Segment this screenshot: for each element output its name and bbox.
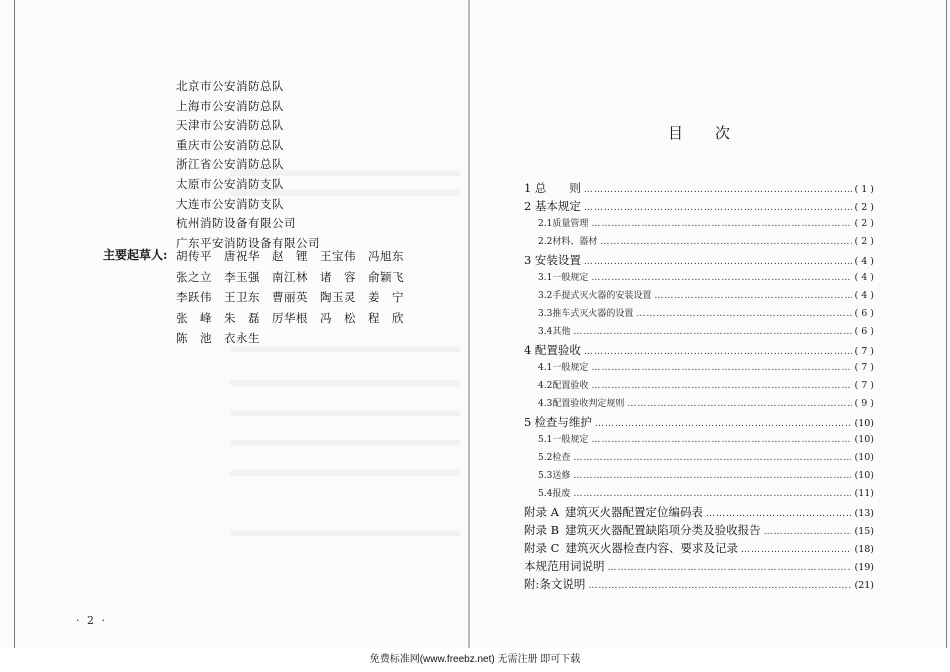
toc-entry [524,215,874,233]
bleed-through [230,530,460,536]
toc-leader-dots [591,377,851,395]
toc-entry-title: 材料、器材 [552,237,598,247]
toc-entry-title: 其他 [552,327,571,337]
toc-entry [524,269,874,287]
toc-entry-number: 5.1 [538,435,553,445]
toc-entry [524,521,874,539]
toc-entry-title: 建筑灭火器检查内容、要求及记录 [565,541,738,555]
toc-entry-number: 附录 A [524,505,559,519]
toc-entry-page: ( 9 ) [854,398,874,409]
book-gutter [468,0,470,648]
unit-name: 大连市公安消防支队 [176,196,284,211]
toc-entry [524,359,874,377]
toc-entry-page: (19) [854,562,874,573]
drafter-name: 厉华根 [272,310,308,325]
toc-entry-number: 2.2 [538,237,553,247]
toc-leader-dots [591,359,851,377]
drafter-name: 王宝伟 [320,249,356,263]
toc-leader-dots [741,541,852,559]
toc-entry-page: ( 4 ) [854,290,874,301]
toc-entry [524,575,874,593]
toc-leader-dots [584,181,852,199]
toc-leader-dots [600,233,851,251]
toc-entry-title: 报废 [552,489,571,499]
toc-entry-number: 4 [524,343,532,357]
toc-entry-title: 送修 [552,471,571,481]
toc-entry-page: ( 4 ) [854,256,874,267]
toc-entry [524,197,874,215]
toc-entry-page: ( 6 ) [854,308,874,319]
toc-entry-number: 5.2 [538,453,553,463]
toc-entry-title: 配置验收 [534,343,581,357]
toc-entry-title: 基本规定 [534,199,581,213]
drafter-name: 张 峰 [176,310,212,325]
table-of-contents [524,179,874,593]
drafter-name: 王卫东 [224,290,260,304]
toc-entry [524,557,874,575]
toc-leader-dots [608,559,852,577]
toc-entry-number: 3.1 [538,273,553,283]
toc-entry-number: 3.2 [538,291,553,301]
toc-entry [524,179,874,197]
toc-entry [524,323,874,341]
drafters-row [176,246,416,267]
drafter-name: 姜 宁 [368,290,404,304]
toc-entry-number: 3.4 [538,327,553,337]
drafter-name: 朱 磊 [224,310,260,325]
toc-entry [524,449,874,467]
toc-entry-number: 5.3 [538,471,553,481]
toc-entry-page: (18) [854,544,874,555]
drafter-name: 衣永生 [224,331,260,345]
bleed-through [230,440,460,446]
toc-entry-title: 手提式灭火器的安装设置 [552,291,652,301]
toc-entry [524,395,874,413]
drafter-name: 胡传平 [176,249,212,263]
drafter-name: 李跃伟 [176,290,212,304]
drafter-name: 曹丽英 [272,290,308,304]
unit-name: 重庆市公安消防总队 [176,137,284,152]
toc-entry-number: 4.1 [538,363,553,373]
bleed-through [230,380,460,386]
toc-entry-page: (10) [854,452,874,463]
drafters-row [176,287,416,308]
toc-entry-title: 安装设置 [534,253,581,267]
toc-entry-title: 建筑灭火器配置定位编码表 [564,505,703,519]
toc-entry-page: (15) [854,526,874,537]
toc-entry [524,539,874,557]
toc-entry-page: (10) [854,434,874,445]
toc-entry [524,287,874,305]
toc-entry-page: (10) [854,470,874,481]
toc-leader-dots [573,449,851,467]
participating-units [176,77,320,253]
toc-entry-page: ( 1 ) [854,184,874,195]
toc-entry-page: ( 2 ) [854,218,874,229]
drafter-name: 程 欣 [368,310,404,325]
unit-name: 北京市公安消防总队 [176,79,284,93]
toc-leader-dots [573,323,851,341]
drafter-name: 冯旭东 [368,249,404,263]
drafter-name: 赵 锂 [272,249,308,263]
toc-leader-dots [573,485,851,503]
toc-entry-title: 附:条文说明 [524,577,586,591]
toc-entry [524,341,874,359]
toc-leader-dots [627,395,851,413]
toc-entry-title: 配置验收 [552,381,589,391]
toc-entry-page: ( 7 ) [854,346,874,357]
unit-name: 广东平安消防设备有限公司 [176,235,320,250]
toc-entry-title: 检查 [552,453,571,463]
unit-name: 浙江省公安消防总队 [176,157,284,172]
drafters-row [176,328,416,349]
toc-entry [524,305,874,323]
toc-entry-page: (21) [854,580,874,591]
toc-entry [524,251,874,269]
toc-entry-page: ( 4 ) [854,272,874,283]
toc-title: 目次 [668,124,763,142]
toc-entry [524,377,874,395]
toc-entry [524,413,874,431]
unit-name: 杭州消防设备有限公司 [176,216,296,231]
toc-entry-title: 一般规定 [552,435,589,445]
toc-entry-page: ( 2 ) [854,236,874,247]
toc-entry-title: 推车式灭火器的设置 [552,309,634,319]
toc-entry-number: 2.1 [538,219,553,229]
left-page-edge [14,0,15,648]
toc-entry-page: ( 2 ) [854,202,874,213]
toc-leader-dots [591,431,851,449]
toc-entry-number: 附录 C [524,541,560,555]
toc-entry [524,467,874,485]
drafter-name: 唐祝华 [224,249,260,263]
drafters-list [176,246,416,349]
page-number: · 2 · [76,614,107,627]
toc-leader-dots [654,287,851,305]
toc-entry-title: 质量管理 [552,219,589,229]
toc-entry-number: 附录 B [524,523,560,537]
toc-entry-page: ( 6 ) [854,326,874,337]
drafter-name: 俞颖飞 [368,269,404,284]
toc-entry [524,503,874,521]
toc-leader-dots [591,215,851,233]
drafter-name: 李玉强 [224,269,260,284]
unit-name: 天津市公安消防总队 [176,118,284,133]
toc-entry-page: (13) [854,508,874,519]
drafter-name: 冯 松 [320,310,356,325]
toc-entry-page: ( 7 ) [854,380,874,391]
toc-entry-title: 建筑灭火器配置缺陷项分类及验收报告 [565,523,761,537]
toc-leader-dots [588,577,851,595]
toc-leader-dots [591,269,851,287]
toc-entry-page: ( 7 ) [854,362,874,373]
toc-entry-page: (11) [854,488,874,499]
toc-entry [524,431,874,449]
toc-entry-number: 1 [524,181,532,195]
toc-entry-number: 4.2 [538,381,553,391]
drafters-row [176,267,416,288]
toc-entry-title: 本规范用词说明 [524,559,605,573]
toc-entry-title: 一般规定 [552,273,589,283]
toc-leader-dots [636,305,851,323]
toc-entry-title: 检查与维护 [534,415,592,429]
toc-entry-number: 5 [524,415,532,429]
toc-entry-number: 2 [524,199,532,213]
bleed-through [230,470,460,476]
toc-entry-number: 5.4 [538,489,553,499]
drafters-row [176,308,416,329]
drafter-name: 陶玉灵 [320,290,356,304]
toc-leader-dots [764,523,852,541]
bleed-through [230,410,460,416]
toc-leader-dots [573,467,851,485]
drafter-name: 南江林 [272,269,308,284]
toc-entry-number: 3 [524,253,532,267]
toc-entry-title: 配置验收判定规则 [552,399,625,409]
toc-entry [524,233,874,251]
toc-entry-page: (10) [854,418,874,429]
toc-entry-number: 4.3 [538,399,553,409]
unit-name: 太原市公安消防支队 [176,176,284,191]
drafters-label: 主要起草人: [103,248,168,262]
toc-entry-title: 总 则 [534,181,581,195]
footer-watermark: 免费标准网(www.freebz.net) 无需注册 即可下载 [0,648,950,672]
toc-entry-number: 3.3 [538,309,553,319]
right-page-edge [946,0,947,648]
drafter-name: 陈 池 [176,331,212,345]
drafter-name: 张之立 [176,269,212,284]
drafter-name: 诸 容 [320,269,356,284]
toc-entry [524,485,874,503]
unit-name: 上海市公安消防总队 [176,98,284,113]
toc-entry-title: 一般规定 [552,363,589,373]
